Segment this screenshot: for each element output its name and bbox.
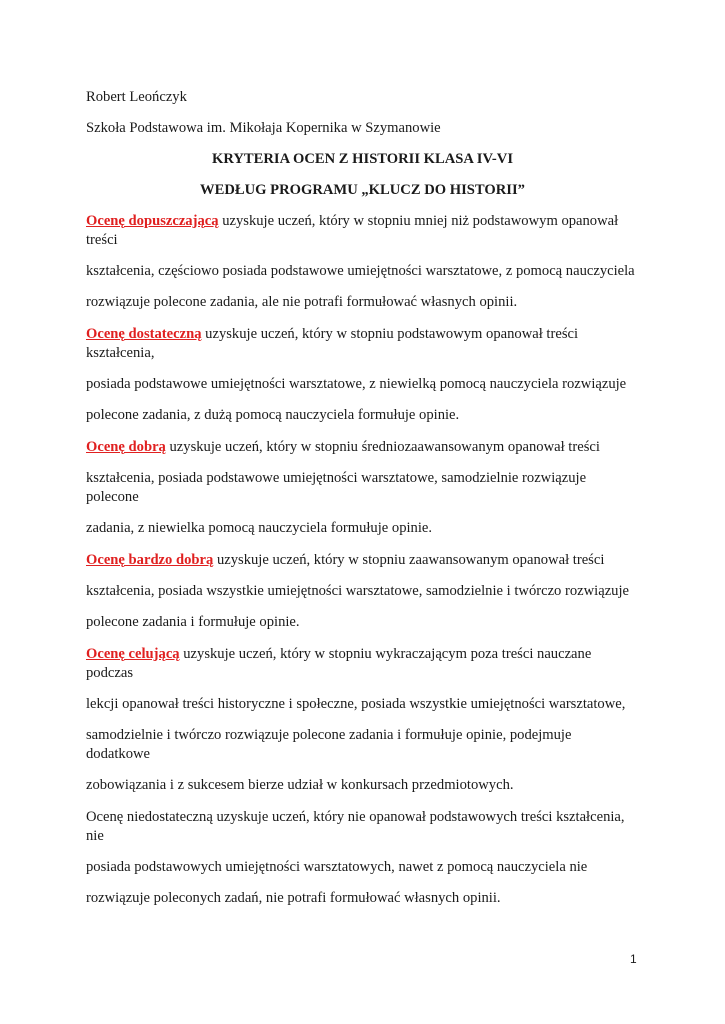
paragraph-line: samodzielnie i twórczo rozwiązuje polecone zadania i formułuje opinie, podejmuje (86, 727, 572, 743)
paragraph-line (86, 551, 604, 569)
grade-label-bardzo-dobra: Ocenę bardzo dobrą (86, 552, 214, 568)
page-number: 1 (630, 952, 637, 966)
paragraph-line: polecone (86, 489, 139, 505)
paragraph-line: polecone zadania, z dużą pomocą nauczyciela formułuje opinie. (86, 407, 460, 423)
paragraph-line: kształcenia, posiada podstawowe umiejętności warsztatowe, samodzielnie rozwiązuje (86, 470, 587, 486)
paragraph-line (86, 645, 591, 663)
paragraph-line: dodatkowe (86, 746, 151, 762)
author-name: Robert Leończyk (86, 89, 187, 105)
paragraph-line: lekcji opanował treści historyczne i społeczne, posiada wszystkie umiejętności warsztatowe, (86, 696, 626, 712)
paragraph-text: uzyskuje uczeń, który w stopniu średniozaawansowanym opanował treści (165, 439, 600, 455)
paragraph-line: podczas (86, 665, 134, 681)
paragraph-text: uzyskuje uczeń, który w stopniu podstawowym opanował treści (201, 326, 579, 342)
grade-label-dopuszczajaca: Ocenę dopuszczającą (86, 213, 219, 229)
school-name: Szkoła Podstawowa im. Mikołaja Kopernika w Szymanowie (86, 120, 441, 136)
grade-label-dostateczna: Ocenę dostateczną (86, 326, 202, 342)
grade-label-dobra: Ocenę dobrą (86, 439, 166, 455)
paragraph-line (86, 212, 618, 230)
paragraph-line: posiada podstawowe umiejętności warsztatowe, z niewielką pomocą nauczyciela rozwiązuje (86, 376, 627, 392)
paragraph-line: treści (86, 232, 118, 248)
paragraph-line: kształcenia, (86, 345, 155, 361)
paragraph-line: zobowiązania i z sukcesem bierze udział w konkursach przedmiotowych. (86, 777, 514, 793)
paragraph-line: kształcenia, częściowo posiada podstawowe umiejętności warsztatowe, z pomocą nauczyciela (86, 263, 635, 279)
paragraph-line: posiada podstawowych umiejętności warsztatowych, nawet z pomocą nauczyciela nie (86, 859, 588, 875)
paragraph-line: rozwiązuje polecone zadania, ale nie potrafi formułować własnych opinii. (86, 294, 518, 310)
paragraph-line: rozwiązuje poleconych zadań, nie potrafi formułować własnych opinii. (86, 890, 501, 906)
grade-label-celujaca: Ocenę celującą (86, 646, 180, 662)
paragraph-text: uzyskuje uczeń, który w stopniu mniej niż podstawowym opanował (218, 213, 619, 229)
paragraph-line: Ocenę niedostateczną uzyskuje uczeń, który nie opanował podstawowych treści kształcenia, (86, 809, 625, 825)
paragraph-text: uzyskuje uczeń, który w stopniu wykraczającym poza treści nauczane (179, 646, 592, 662)
paragraph-line: polecone zadania i formułuje opinie. (86, 614, 300, 630)
paragraph-line (86, 438, 600, 456)
paragraph-line: nie (86, 828, 104, 844)
paragraph-line (86, 325, 578, 343)
paragraph-line: zadania, z niewielka pomocą nauczyciela formułuje opinie. (86, 520, 433, 536)
paragraph-text: uzyskuje uczeń, który w stopniu zaawansowanym opanował treści (213, 552, 605, 568)
document-title: KRYTERIA OCEN Z HISTORII KLASA IV-VI (211, 151, 514, 167)
document-subtitle: WEDŁUG PROGRAMU „KLUCZ DO HISTORII” (200, 182, 525, 198)
paragraph-line: kształcenia, posiada wszystkie umiejętności warsztatowe, samodzielnie i twórczo rozwiązuje (86, 583, 630, 599)
